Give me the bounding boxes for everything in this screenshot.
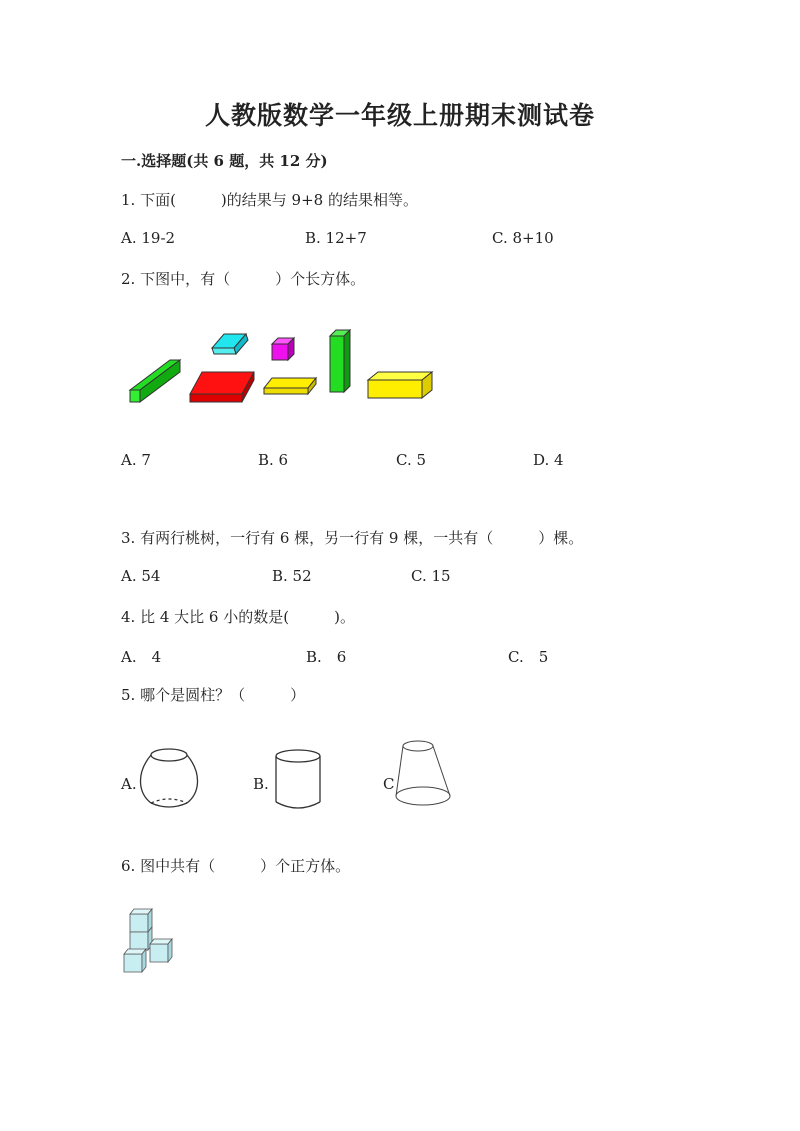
q1-option-b[interactable]: B. 12+7: [305, 229, 367, 247]
question-1-text: 1. 下面( )的结果与 9+8 的结果相等。: [121, 191, 418, 209]
yellow-block-shape: [368, 372, 432, 398]
cuboids-figure: [120, 322, 450, 412]
q4-option-b[interactable]: B. 6: [306, 648, 347, 666]
cyan-plate-shape: [212, 334, 248, 354]
q5-option-b[interactable]: B.: [253, 775, 269, 793]
red-block-shape: [190, 372, 254, 402]
question-3-text: 3. 有两行桃树，一行有 6 棵，另一行有 9 棵，一共有（ ）棵。: [121, 529, 584, 547]
q1-option-a[interactable]: A. 19-2: [121, 229, 176, 247]
q3-option-c[interactable]: C. 15: [411, 567, 451, 585]
q2-option-c[interactable]: C. 5: [396, 451, 427, 469]
q1-option-c[interactable]: C. 8+10: [492, 229, 554, 247]
q3-option-b[interactable]: B. 52: [272, 567, 312, 585]
frustum-shape: [392, 738, 458, 812]
section-heading: 一.选择题(共 6 题，共 12 分): [121, 152, 328, 170]
yellow-slab-shape: [264, 378, 316, 394]
barrel-shape: [140, 745, 198, 813]
q5-option-c[interactable]: C: [383, 775, 395, 793]
q4-option-c[interactable]: C. 5: [508, 648, 549, 666]
q2-option-a[interactable]: A. 7: [121, 451, 151, 469]
question-5-text: 5. 哪个是圆柱？（ ）: [121, 686, 306, 704]
cylinder-shape: [272, 748, 324, 812]
page-title: 人教版数学一年级上册期末测试卷: [204, 101, 595, 130]
q2-option-b[interactable]: B. 6: [258, 451, 289, 469]
magenta-cube-shape: [272, 338, 294, 360]
q5-option-a[interactable]: A.: [121, 775, 137, 793]
green-bar-shape: [130, 360, 180, 402]
question-2-text: 2. 下图中，有（ ）个长方体。: [121, 270, 366, 288]
q3-option-a[interactable]: A. 54: [121, 567, 161, 585]
cubes-figure: [122, 906, 178, 976]
green-column-shape: [330, 330, 350, 392]
q2-option-d[interactable]: D. 4: [533, 451, 564, 469]
q4-option-a[interactable]: A. 4: [121, 648, 162, 666]
question-6-text: 6. 图中共有（ ）个正方体。: [121, 857, 351, 875]
question-4-text: 4. 比 4 大比 6 小的数是( )。: [121, 608, 355, 626]
